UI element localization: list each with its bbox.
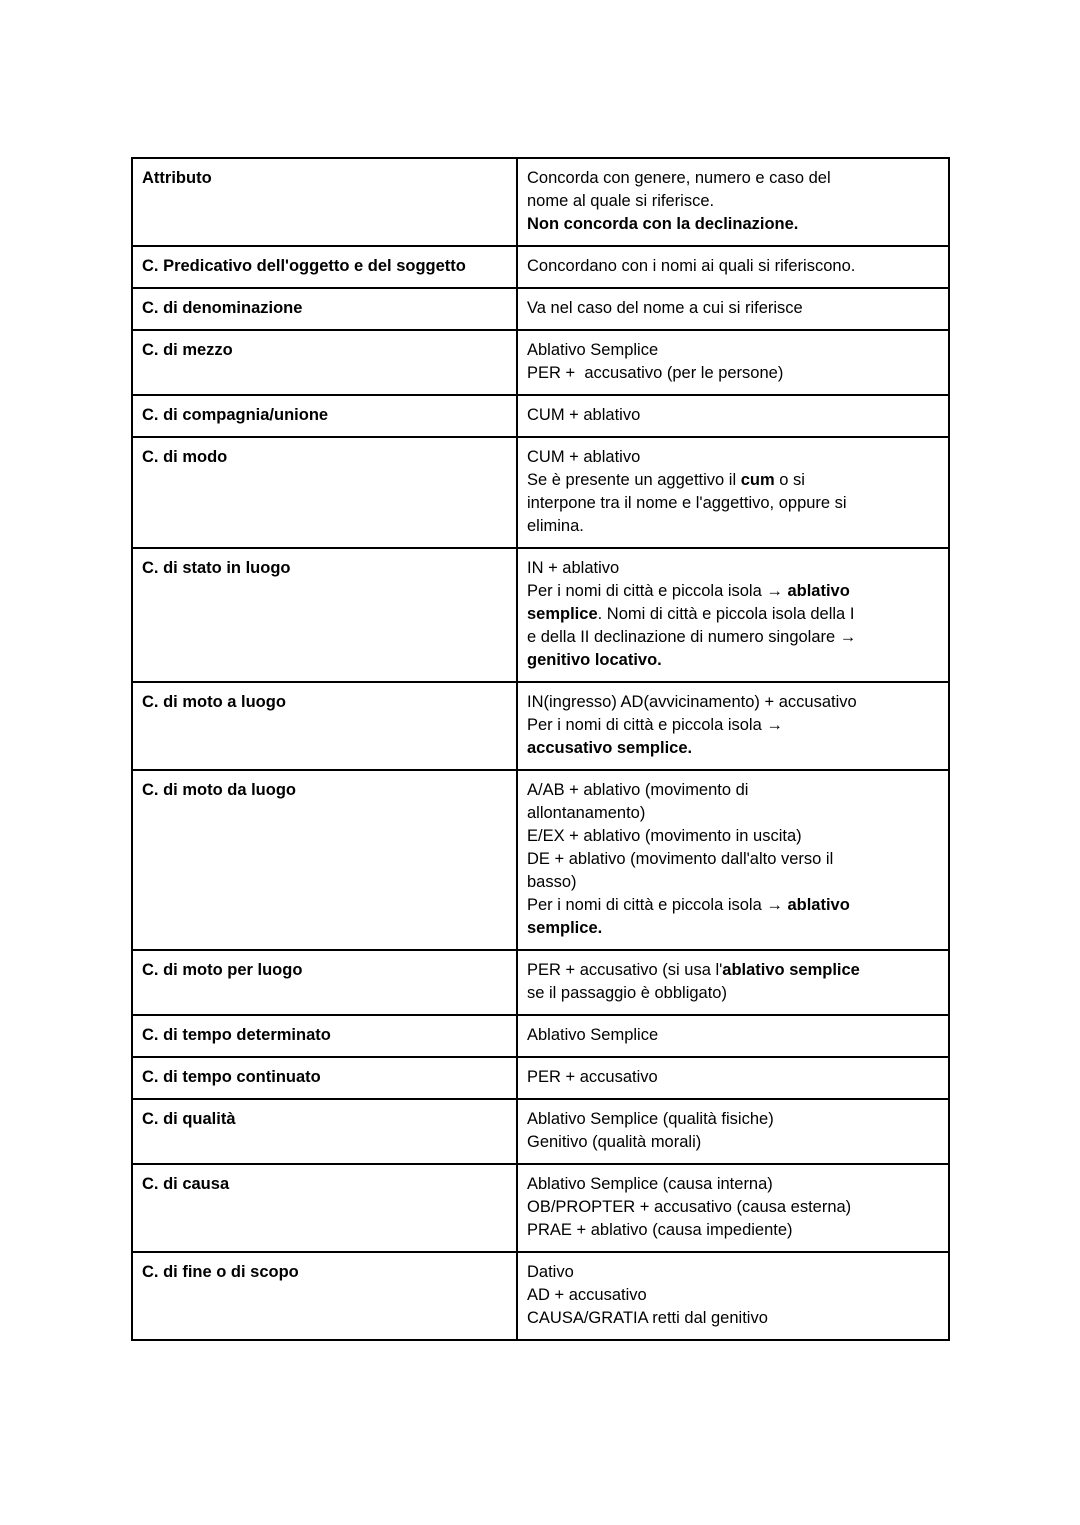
complement-description-cell — [517, 1164, 949, 1252]
complement-term-cell: C. di compagnia/unione — [132, 395, 517, 437]
table-row — [132, 1057, 949, 1099]
complement-description-cell — [517, 330, 949, 395]
description-line — [527, 959, 939, 982]
description-line — [527, 404, 939, 427]
description-line — [527, 603, 939, 626]
plain-text: A/AB + ablativo (movimento di — [527, 781, 749, 799]
plain-text: e della II declinazione di numero singolare → — [527, 628, 857, 646]
description-line — [527, 871, 939, 894]
complement-term-cell: C. di fine o di scopo — [132, 1252, 517, 1340]
plain-text: AD + accusativo — [527, 1286, 647, 1304]
table-row — [132, 682, 949, 770]
table-row — [132, 395, 949, 437]
plain-text: CUM + ablativo — [527, 448, 641, 466]
plain-text: Ablativo Semplice (qualità fisiche) — [527, 1110, 774, 1128]
plain-text: PER + accusativo (per le persone) — [527, 364, 784, 382]
plain-text: nome al quale si riferisce. — [527, 192, 715, 210]
table-row — [132, 1164, 949, 1252]
plain-text: Per i nomi di città e piccola isola → — [527, 896, 788, 914]
complement-description-cell — [517, 437, 949, 548]
description-line — [527, 492, 939, 515]
description-line — [527, 1307, 939, 1330]
description-line — [527, 515, 939, 538]
description-line — [527, 1131, 939, 1154]
complement-term-cell: C. Predicativo dell'oggetto e del soggetto — [132, 246, 517, 288]
description-line — [527, 1024, 939, 1047]
description-line — [527, 1284, 939, 1307]
complement-term-cell: C. di causa — [132, 1164, 517, 1252]
complement-description-cell — [517, 1252, 949, 1340]
complement-term-cell: C. di moto per luogo — [132, 950, 517, 1015]
emphasis-text: ablativo — [787, 582, 850, 600]
description-line — [527, 362, 939, 385]
plain-text: PRAE + ablativo (causa impediente) — [527, 1221, 793, 1239]
plain-text: Ablativo Semplice (causa interna) — [527, 1175, 773, 1193]
description-line — [527, 446, 939, 469]
complement-description-cell — [517, 548, 949, 682]
table-body — [132, 158, 949, 1340]
description-line — [527, 255, 939, 278]
plain-text: se il passaggio è obbligato) — [527, 984, 727, 1002]
description-line — [527, 469, 939, 492]
description-line — [527, 557, 939, 580]
description-line — [527, 1196, 939, 1219]
plain-text: allontanamento) — [527, 804, 646, 822]
complement-description-cell — [517, 395, 949, 437]
complement-term-cell: C. di modo — [132, 437, 517, 548]
emphasis-text: ablativo — [787, 896, 850, 914]
description-line — [527, 297, 939, 320]
emphasis-text: ablativo semplice — [722, 961, 860, 979]
complement-term-cell: C. di moto a luogo — [132, 682, 517, 770]
plain-text: OB/PROPTER + accusativo (causa esterna) — [527, 1198, 852, 1216]
plain-text: Se è presente un aggettivo il — [527, 471, 741, 489]
description-line — [527, 649, 939, 672]
grammar-table-wrap — [131, 157, 948, 1341]
complement-term-cell: C. di tempo continuato — [132, 1057, 517, 1099]
description-line — [527, 1261, 939, 1284]
plain-text: Ablativo Semplice — [527, 341, 659, 359]
plain-text: Per i nomi di città e piccola isola → — [527, 716, 783, 734]
table-row — [132, 158, 949, 246]
table-row — [132, 1015, 949, 1057]
complement-description-cell — [517, 950, 949, 1015]
emphasis-text: cum — [740, 471, 775, 489]
complement-description-cell — [517, 770, 949, 950]
description-line — [527, 190, 939, 213]
plain-text: basso) — [527, 873, 577, 891]
plain-text: Concorda con genere, numero e caso del — [527, 169, 831, 187]
description-line — [527, 917, 939, 940]
description-line — [527, 802, 939, 825]
plain-text: Dativo — [527, 1263, 574, 1281]
plain-text: PER + accusativo — [527, 1068, 658, 1086]
complement-description-cell — [517, 1099, 949, 1164]
emphasis-text: accusativo semplice. — [527, 739, 693, 757]
complement-term-cell: C. di mezzo — [132, 330, 517, 395]
description-line — [527, 848, 939, 871]
description-line — [527, 982, 939, 1005]
complement-term-cell: C. di tempo determinato — [132, 1015, 517, 1057]
table-row — [132, 330, 949, 395]
complement-term-cell: C. di denominazione — [132, 288, 517, 330]
plain-text: CUM + ablativo — [527, 406, 641, 424]
description-line — [527, 213, 939, 236]
complement-term-cell: C. di stato in luogo — [132, 548, 517, 682]
plain-text: Genitivo (qualità morali) — [527, 1133, 702, 1151]
plain-text: . Nomi di città e piccola isola della I — [597, 605, 855, 623]
description-line — [527, 580, 939, 603]
description-line — [527, 1173, 939, 1196]
description-line — [527, 779, 939, 802]
emphasis-text: semplice. — [527, 919, 603, 937]
table-row — [132, 1099, 949, 1164]
complement-description-cell — [517, 682, 949, 770]
complement-description-cell — [517, 158, 949, 246]
complement-description-cell — [517, 1015, 949, 1057]
plain-text: DE + ablativo (movimento dall'alto verso il — [527, 850, 834, 868]
plain-text: Va nel caso del nome a cui si riferisce — [527, 299, 803, 317]
plain-text: elimina. — [527, 517, 584, 535]
complement-term-cell: C. di qualità — [132, 1099, 517, 1164]
table-row — [132, 246, 949, 288]
grammar-table — [131, 157, 950, 1341]
complement-term-cell: C. di moto da luogo — [132, 770, 517, 950]
table-row — [132, 950, 949, 1015]
emphasis-text: genitivo locativo. — [527, 651, 662, 669]
description-line — [527, 691, 939, 714]
description-line — [527, 167, 939, 190]
description-line — [527, 714, 939, 737]
table-row — [132, 437, 949, 548]
table-row — [132, 548, 949, 682]
plain-text: Concordano con i nomi ai quali si riferiscono. — [527, 257, 856, 275]
plain-text: E/EX + ablativo (movimento in uscita) — [527, 827, 802, 845]
description-line — [527, 737, 939, 760]
complement-description-cell — [517, 246, 949, 288]
complement-description-cell — [517, 1057, 949, 1099]
plain-text: IN + ablativo — [527, 559, 620, 577]
description-line — [527, 1108, 939, 1131]
emphasis-text: semplice — [527, 605, 598, 623]
complement-description-cell — [517, 288, 949, 330]
plain-text: PER + accusativo (si usa l' — [527, 961, 723, 979]
table-row — [132, 288, 949, 330]
description-line — [527, 1219, 939, 1242]
table-row — [132, 1252, 949, 1340]
plain-text: interpone tra il nome e l'aggettivo, oppure si — [527, 494, 847, 512]
description-line — [527, 339, 939, 362]
plain-text: Ablativo Semplice — [527, 1026, 659, 1044]
table-row — [132, 770, 949, 950]
plain-text: IN(ingresso) AD(avvicinamento) + accusativo — [527, 693, 857, 711]
plain-text: Per i nomi di città e piccola isola → — [527, 582, 788, 600]
description-line — [527, 1066, 939, 1089]
emphasis-text: Non concorda con la declinazione. — [527, 215, 799, 233]
plain-text: CAUSA/GRATIA retti dal genitivo — [527, 1309, 768, 1327]
description-line — [527, 626, 939, 649]
complement-term-cell: Attributo — [132, 158, 517, 246]
plain-text: o si — [774, 471, 805, 489]
description-line — [527, 825, 939, 848]
description-line — [527, 894, 939, 917]
